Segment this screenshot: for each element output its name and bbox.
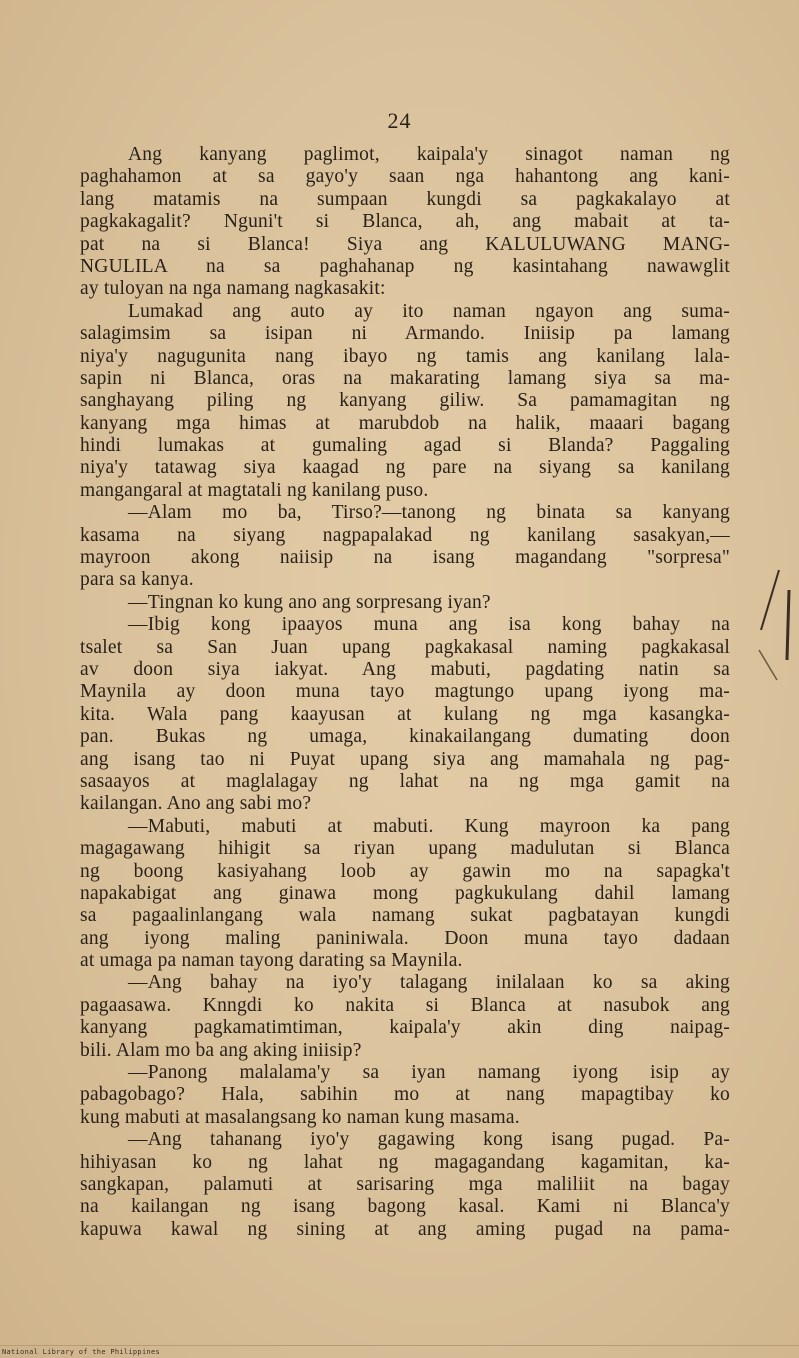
text-line: pan. Bukas ng umaga, kinakailangang dumating doon: [80, 726, 730, 748]
text-line: —Ang tahanang iyo'y gagawing kong isang pugad. Pa-: [128, 1129, 730, 1151]
text-line: —Ang bahay na iyo'y talagang inilalaan ko sa aking: [128, 972, 730, 994]
text-line: pagaasawa. Knngdi ko nakita si Blanca at nasubok ang: [80, 994, 730, 1016]
text-line: pabagobago? Hala, sabihin mo at nang mapagtibay ko: [80, 1084, 730, 1106]
bottom-divider: [0, 1345, 799, 1346]
text-line: pagkakagalit? Nguni't si Blanca, ah, ang mabait at ta-: [80, 211, 730, 233]
text-line: NGULILA na sa paghahanap ng kasintahang nawawglit: [80, 255, 730, 277]
text-line: —Panong malalama'y sa iyan namang iyong isip ay: [128, 1062, 730, 1084]
text-line: kapuwa kawal ng sining at ang aming pugad na pama-: [80, 1218, 730, 1240]
footer-credit: National Library of the Philippines: [2, 1348, 161, 1356]
text-line: napakabigat ang ginawa mong pagkukulang dahil lamang: [80, 882, 730, 904]
text-line: bili. Alam mo ba ang aking iniisip?: [80, 1039, 362, 1061]
text-line: —Ibig kong ipaayos muna ang isa kong bahay na: [128, 614, 730, 636]
text-line: kanyang pagkamatimtiman, kaipala'y akin ding naipag-: [80, 1017, 730, 1039]
text-line: Lumakad ang auto ay ito naman ngayon ang suma-: [128, 300, 730, 322]
text-line: ng boong kasiyahang loob ay gawin mo na sapagka't: [80, 860, 730, 882]
text-line: kanyang mga himas at marubdob na halik, maaari bagang: [80, 412, 730, 434]
text-line: hindi lumakas at gumaling agad si Blanda? Paggaling: [80, 435, 730, 457]
text-line: salagimsim sa isipan ni Armando. Iniisip pa lamang: [80, 323, 730, 345]
margin-pencil-mark: [739, 560, 799, 700]
page-number: 24: [387, 108, 412, 133]
text-line: para sa kanya.: [80, 569, 194, 591]
text-line: na kailangan ng isang bagong kasal. Kami ni Blanca'y: [80, 1196, 730, 1218]
text-line: kung mabuti at masalangsang ko naman kung masama.: [80, 1106, 520, 1128]
text-line: niya'y nagugunita nang ibayo ng tamis ang kanilang lala-: [80, 345, 730, 367]
text-line: sanghayang piling ng kanyang giliw. Sa pamamagitan ng: [80, 390, 730, 412]
text-line: ang iyong maling paniniwala. Doon muna tayo dadaan: [80, 927, 730, 949]
text-line: sapin ni Blanca, oras na makarating lamang siya sa ma-: [80, 367, 730, 389]
text-line: lang matamis na sumpaan kungdi sa pagkakalayo at: [80, 188, 730, 210]
text-line: Ang kanyang paglimot, kaipala'y sinagot naman ng: [128, 144, 730, 165]
text-line: —Alam mo ba, Tirso?—tanong ng binata sa kanyang: [128, 502, 730, 524]
text-line: kasama na siyang nagpapalakad ng kanilang sasakyan,—: [80, 524, 730, 546]
body-text: [80, 144, 730, 1241]
text-line: at umaga pa naman tayong darating sa Maynila.: [80, 950, 463, 972]
text-line: mangangaral at magtatali ng kanilang puso.: [80, 479, 429, 501]
text-line: sa pagaalinlangang wala namang sukat pagbatayan kungdi: [80, 905, 730, 927]
text-line: magagawang hihigit sa riyan upang madulutan si Blanca: [80, 838, 730, 860]
text-line: niya'y tatawag siya kaagad ng pare na siyang sa kanilang: [80, 457, 730, 479]
text-line: paghahamon at sa gayo'y saan nga hahantong ang kani-: [80, 166, 730, 188]
text-line: —Tingnan ko kung ano ang sorpresang iyan?: [128, 591, 491, 613]
text-line: mayroon akong naiisip na isang magandang "sorpresa": [80, 547, 730, 569]
text-line: av doon siya iakyat. Ang mabuti, pagdating natin sa: [80, 658, 730, 680]
text-line: ang isang tao ni Puyat upang siya ang mamahala ng pag-: [80, 748, 730, 770]
text-line: tsalet sa San Juan upang pagkakasal naming pagkakasal: [80, 636, 730, 658]
text-line: kailangan. Ano ang sabi mo?: [80, 793, 312, 815]
text-line: —Mabuti, mabuti at mabuti. Kung mayroon ka pang: [128, 815, 730, 837]
text-line: sangkapan, palamuti at sarisaring mga maliliit na bagay: [80, 1173, 730, 1195]
text-line: ay tuloyan na nga namang nagkasakit:: [80, 278, 386, 300]
text-line: Maynila ay doon muna tayo magtungo upang iyong ma-: [80, 681, 730, 703]
text-line: kita. Wala pang kaayusan at kulang ng mga kasangka-: [80, 703, 730, 725]
text-line: sasaayos at maglalagay ng lahat na ng mga gamit na: [80, 770, 730, 792]
text-line: pat na si Blanca! Siya ang KALULUWANG MANG-: [80, 233, 730, 255]
text-line: hihiyasan ko ng lahat ng magagandang kagamitan, ka-: [80, 1151, 730, 1173]
